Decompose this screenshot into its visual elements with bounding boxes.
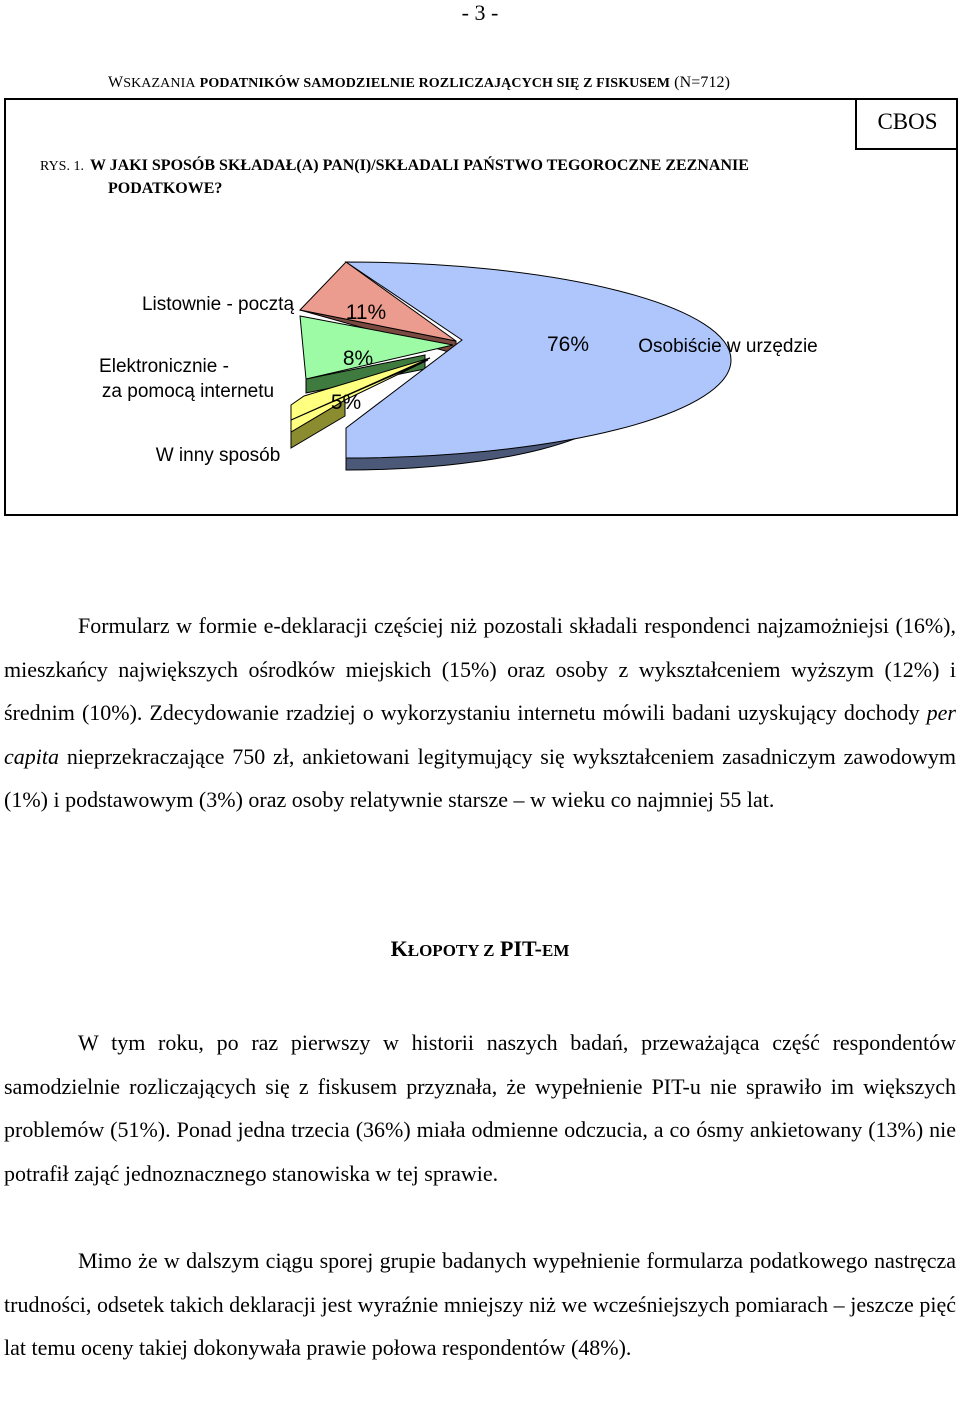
section-title-pit: PIT- [494,936,542,961]
paragraph-1-text: Formularz w formie e-deklaracji częściej niż pozostali składali respondenci najzamożniejsi (16%), mieszkańcy największych ośrodków miejskich (15%) oraz osoby z wykształceniem wyższym (12%) i średnim (10%). Zdecydowanie rzadziej o wykorzystaniu internetu mówili badani uzyskujący dochody [4,613,956,725]
heading-n: (N=712) [674,74,731,91]
section-title-k: K [390,936,408,961]
figure-label: RYS. 1. [40,159,84,174]
figure-question-line1: W JAKI SPOSÓB SKŁADAŁ(A) PAN(I)/SKŁADALI PAŃSTWO TEGOROCZNE ZEZNANIE [89,157,749,174]
value-label-elektronicznie: 8% [342,347,374,370]
paragraph-2 [4,1021,956,1195]
category-label-elektronicznie-1: Elektronicznie - [99,356,229,377]
paragraph-2-text: W tym roku, po raz pierwszy w historii naszych badań, przeważająca część respondentów samodzielnie rozliczających się z fiskusem przyznała, że wypełnienie PIT-u nie sprawiło im większych problemów (51%). Ponad jedna trzecia (36%) miała odmienne odczucia, a co ósmy ankietowany (13%) nie potrafił zająć jednoznacznego stanowiska w tej sprawie. [4,1030,956,1186]
pie-chart [0,200,960,510]
figure-caption [40,154,900,200]
value-label-osobiscie: 76% [546,333,590,356]
paragraph-1 [4,604,956,822]
page-number: - 3 - [461,0,499,25]
value-label-listownie: 11% [345,301,387,324]
section-title-lopoty: ŁOPOTY Z [407,941,495,960]
paragraph-3 [4,1239,956,1370]
section-title [0,936,960,962]
paragraph-1-end: nieprzekraczające 750 zł, ankietowani legitymujący się wykształceniem zasadniczym zawodowym (1%) i podstawowym (3%) oraz osoby relatywnie starsze – w wieku co najmniej 55 lat. [4,743,956,812]
category-label-elektronicznie-2: za pomocą internetu [101,381,275,402]
category-label-listownie: Listownie - pocztą [141,294,295,315]
category-label-inny: W inny sposób [155,445,281,466]
paragraph-1-italic: per capita [4,700,956,769]
value-label-inny: 5% [330,391,362,414]
source-badge: CBOS [855,98,958,150]
category-label-osobiscie: Osobiście w urzędzie [638,336,818,357]
paragraph-3-text: Mimo że w dalszym ciągu sporej grupie badanych wypełnienie formularza podatkowego nastręcza trudności, odsetek takich deklaracji jest wyraźnie mniejszy niż we wcześniejszych pomiarach – jeszcze pięć lat temu oceny takiej dokonywała prawie połowa respondentów (48%). [4,1248,956,1360]
section-title-em: EM [541,941,570,960]
figure-heading [108,74,730,92]
heading-bold: PODATNIKÓW SAMODZIELNIE ROZLICZAJĄCYCH SIĘ Z FISKUSEM [199,76,671,91]
heading-w: W [108,74,124,91]
figure-question-line2: PODATKOWE? [108,180,223,197]
heading-skazania: SKAZANIA [123,76,196,91]
